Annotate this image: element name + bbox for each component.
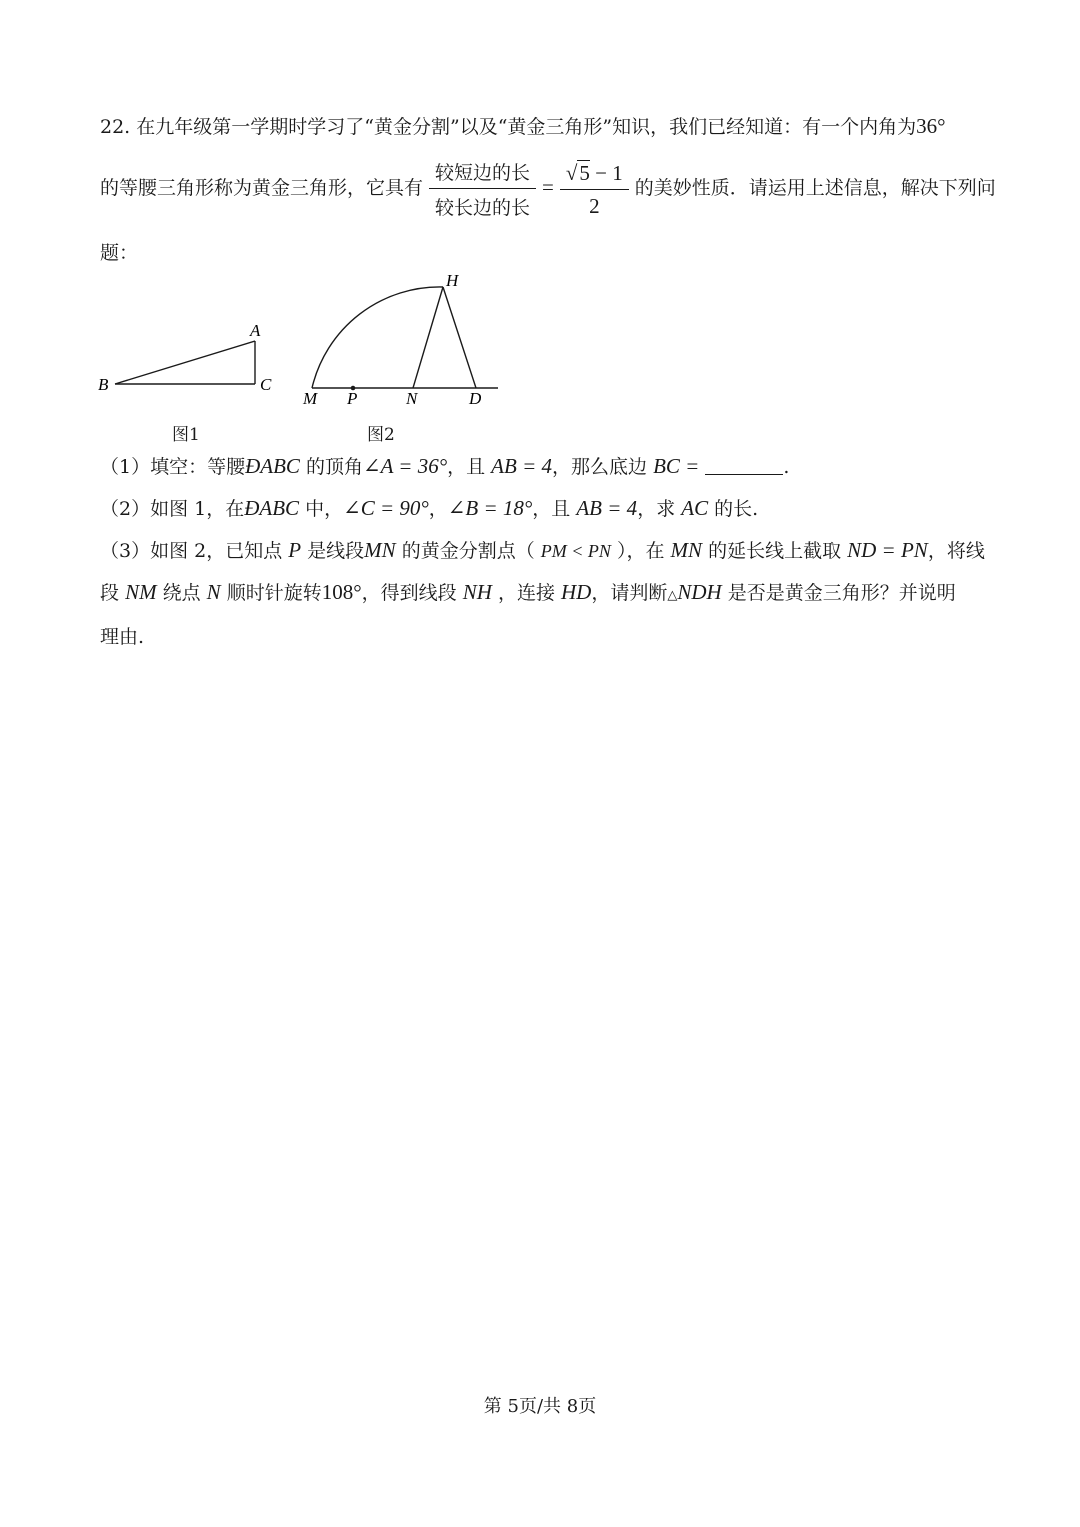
figure-1-triangle: [115, 341, 255, 384]
golden-ratio-fraction: [560, 160, 629, 219]
part-3-line-3: [100, 622, 144, 649]
part-3-text-3: 理由.: [100, 626, 145, 648]
figures: [95, 270, 515, 420]
angle-36: 36°: [916, 114, 946, 138]
part-1-triangle: ÐABC: [245, 454, 300, 478]
part-3-line-2: [100, 578, 956, 605]
fig2-label-N: N: [406, 389, 418, 408]
fig2-label-P: P: [347, 389, 358, 408]
fig1-label-C: C: [260, 375, 272, 394]
part-2-text-3: ，且: [532, 498, 571, 520]
sqrt-radicand: 5: [579, 160, 590, 185]
part-3-NM: NM: [125, 580, 157, 604]
part-2: [100, 494, 758, 521]
question-intro-line1: [100, 112, 946, 139]
part-3-ND: ND = PN: [847, 538, 928, 562]
part-3-text-1f: ，将线: [927, 540, 985, 562]
figure-1-caption: 图1: [172, 425, 200, 445]
part-1-AB: AB = 4: [491, 454, 552, 478]
question-intro-line3: [100, 238, 138, 265]
part-3-text-2d: ，得到线段: [361, 582, 457, 604]
part-3-text-2g: 是否是黄金三角形？并说明: [727, 582, 956, 604]
part-3-NH: NH: [462, 580, 492, 604]
part-3-text-1a: （3）如图 2，已知点: [100, 540, 283, 562]
fig1-label-A: A: [250, 321, 261, 340]
part-3-N: N: [206, 580, 221, 604]
part-1-label: （1）填空：等腰: [100, 456, 246, 478]
golden-ratio-denominator: 2: [589, 193, 600, 218]
fig1-label-B: B: [98, 375, 109, 394]
fig2-label-D: D: [469, 389, 482, 408]
part-1-text-3: ，那么底边: [552, 456, 648, 478]
question-intro-line2: [100, 158, 996, 220]
part-2-angle-C: ∠C = 90°: [343, 496, 429, 520]
part-2-angle-B: ∠B = 18°: [447, 496, 533, 520]
part-1-BC: BC =: [653, 454, 700, 478]
part-3-text-2c: 顺时针旋转: [226, 582, 322, 604]
part-2-text-2: ，: [428, 498, 448, 520]
part-3-text-1c: 的黄金分割点（: [401, 540, 535, 562]
part-3-text-1d: ），在: [616, 540, 665, 562]
intro-text-1: 在九年级第一学期时学习了“黄金分割”以及“黄金三角形”知识，我们已经知道：有一个内角为: [136, 116, 917, 138]
intro-text-2b: 的美妙性质．请运用上述信息，解决下列问: [634, 177, 996, 199]
page-footer: 第 5页/共 8页: [483, 1396, 597, 1417]
part-2-text-5: 的长.: [714, 498, 759, 520]
part-3-P: P: [288, 538, 302, 562]
figure-2-diagram: [312, 287, 498, 390]
sqrt-icon: √: [565, 160, 578, 185]
part-3-text-2b: 绕点: [162, 582, 201, 604]
part-3-text-1e: 的延长线上截取: [708, 540, 842, 562]
part-1-end: .: [783, 456, 790, 478]
fig2-label-M: M: [303, 389, 318, 408]
part-1-text-1: 的顶角: [305, 456, 363, 478]
part-2-AB: AB = 4: [576, 496, 638, 520]
part-2-text-4: ，求: [637, 498, 676, 520]
part-3-text-2a: 段: [100, 582, 120, 604]
intro-text-3: 题：: [100, 242, 139, 264]
figure-2-caption: 图2: [367, 425, 395, 445]
minus-one: − 1: [589, 160, 623, 185]
part-3-degree: 108°: [321, 580, 362, 604]
equals-sign: =: [542, 175, 554, 199]
part-3-text-2e: ，连接: [497, 582, 555, 604]
part-3-text-2f: ，请判断: [591, 582, 668, 604]
part-1: [100, 452, 789, 479]
part-3-text-1b: 是线段: [307, 540, 365, 562]
answer-blank[interactable]: [705, 456, 783, 475]
part-3-HD: HD: [561, 580, 592, 604]
question-number: 22.: [100, 116, 131, 138]
part-2-text-1: 中，: [305, 498, 344, 520]
part-2-AC: AC: [681, 496, 709, 520]
golden-ratio-numerator: [560, 160, 629, 190]
fraction-denominator: 较长边的长: [435, 197, 531, 219]
part-2-triangle: ÐABC: [244, 496, 300, 520]
part-1-angle-A: ∠A = 36°: [362, 454, 448, 478]
part-3-line-1: [100, 536, 985, 563]
part-1-text-2: ，且: [447, 456, 486, 478]
intro-text-2a: 的等腰三角形称为黄金三角形，它具有: [100, 177, 424, 199]
ratio-fraction: [429, 158, 536, 220]
part-3-MN-2: MN: [670, 538, 703, 562]
triangle-icon: △: [667, 588, 678, 603]
part-3-condition: PM < PN: [540, 541, 611, 561]
fig2-label-H: H: [446, 271, 459, 290]
part-2-label: （2）如图 1，在: [100, 498, 245, 520]
part-3-MN: MN: [364, 538, 396, 562]
part-3-NDH: NDH: [677, 580, 722, 604]
fraction-numerator: 较短边的长: [429, 158, 536, 189]
